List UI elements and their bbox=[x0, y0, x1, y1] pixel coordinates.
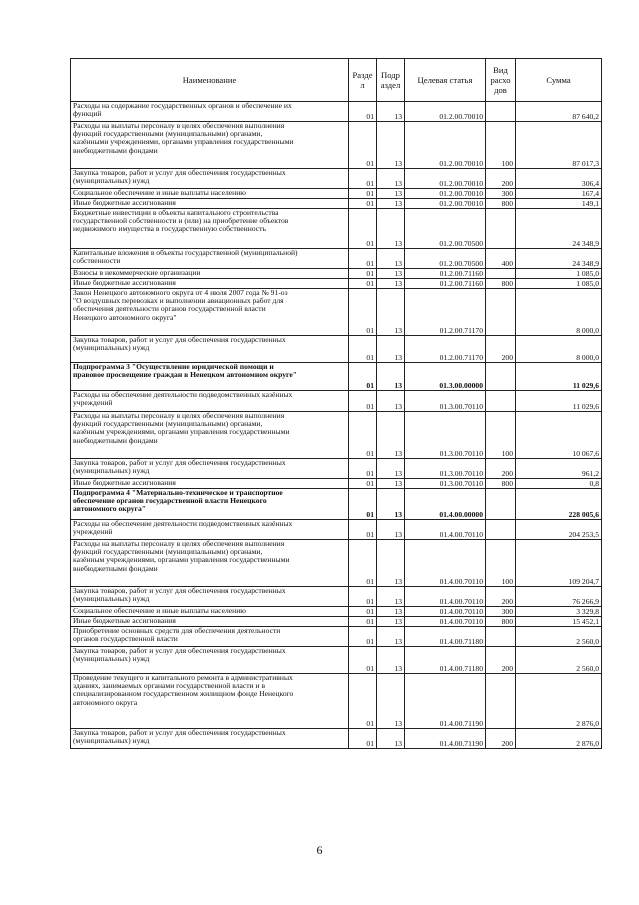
cell-sum: 1 085,0 bbox=[516, 279, 602, 289]
cell-name: Иные бюджетные ассигнования bbox=[71, 617, 349, 627]
cell-target: 01.4.00.71180 bbox=[405, 647, 486, 674]
cell-vid bbox=[486, 489, 516, 520]
cell-razdel: 01 bbox=[349, 459, 377, 479]
cell-sum: 961,2 bbox=[516, 459, 602, 479]
cell-sum: 8 000,0 bbox=[516, 336, 602, 363]
cell-razdel: 01 bbox=[349, 279, 377, 289]
table-row bbox=[71, 249, 602, 269]
cell-target: 01.4.00.70110 bbox=[405, 587, 486, 607]
cell-sum: 1 085,0 bbox=[516, 269, 602, 279]
cell-target: 01.2.00.71170 bbox=[405, 336, 486, 363]
cell-podrazdel: 13 bbox=[377, 729, 405, 749]
cell-name: Иные бюджетные ассигнования bbox=[71, 479, 349, 489]
cell-target: 01.4.00.70110 bbox=[405, 607, 486, 617]
cell-sum: 76 266,9 bbox=[516, 587, 602, 607]
cell-sum: 306,4 bbox=[516, 169, 602, 189]
cell-podrazdel: 13 bbox=[377, 587, 405, 607]
cell-name: Подпрограмма 3 "Осуществление юридической помощи и правовое просвещение граждан в Ненецком автономном округе" bbox=[71, 363, 349, 391]
cell-name: Капитальные вложения в объекты государственной (муниципальной) собственности bbox=[71, 249, 349, 269]
table-row bbox=[71, 674, 602, 729]
cell-target: 01.3.00.00000 bbox=[405, 363, 486, 391]
cell-name: Бюджетные инвестиции в объекты капитального строительства государственной собственности и (или) на приобретение объектов недвижимого имущества в государственную собственность bbox=[71, 209, 349, 249]
cell-razdel: 01 bbox=[349, 289, 377, 336]
cell-podrazdel: 13 bbox=[377, 607, 405, 617]
table-row bbox=[71, 617, 602, 627]
header-vid: Вид расхо дов bbox=[486, 59, 516, 102]
cell-target: 01.3.00.70110 bbox=[405, 412, 486, 459]
cell-target: 01.2.00.70500 bbox=[405, 209, 486, 249]
cell-sum: 3 329,8 bbox=[516, 607, 602, 617]
table-row bbox=[71, 169, 602, 189]
header-name: Наименование bbox=[71, 59, 349, 102]
cell-name: Закупка товаров, работ и услуг для обеспечения государственных (муниципальных) нужд bbox=[71, 169, 349, 189]
cell-target: 01.3.00.70110 bbox=[405, 459, 486, 479]
cell-podrazdel: 13 bbox=[377, 479, 405, 489]
table-body bbox=[71, 102, 602, 749]
cell-vid bbox=[486, 269, 516, 279]
cell-name: Подпрограмма 4 "Материально-техническое и транспортное обеспечение органов государственной власти Ненецкого автономного округа" bbox=[71, 489, 349, 520]
cell-vid bbox=[486, 363, 516, 391]
header-razdel: Разде л bbox=[349, 59, 377, 102]
cell-target: 01.4.00.70110 bbox=[405, 617, 486, 627]
cell-sum: 228 005,6 bbox=[516, 489, 602, 520]
cell-vid bbox=[486, 289, 516, 336]
cell-razdel: 01 bbox=[349, 209, 377, 249]
cell-podrazdel: 13 bbox=[377, 540, 405, 587]
cell-vid: 800 bbox=[486, 199, 516, 209]
cell-podrazdel: 13 bbox=[377, 617, 405, 627]
table-row bbox=[71, 647, 602, 674]
header-target: Целевая статья bbox=[405, 59, 486, 102]
cell-podrazdel: 13 bbox=[377, 269, 405, 279]
cell-target: 01.2.00.71170 bbox=[405, 289, 486, 336]
cell-vid: 800 bbox=[486, 279, 516, 289]
cell-target: 01.2.00.70500 bbox=[405, 249, 486, 269]
cell-name: Социальное обеспечение и иные выплаты населению bbox=[71, 607, 349, 617]
cell-target: 01.3.00.70110 bbox=[405, 479, 486, 489]
cell-razdel: 01 bbox=[349, 336, 377, 363]
cell-vid bbox=[486, 627, 516, 647]
cell-podrazdel: 13 bbox=[377, 209, 405, 249]
cell-razdel: 01 bbox=[349, 199, 377, 209]
cell-razdel: 01 bbox=[349, 627, 377, 647]
cell-podrazdel: 13 bbox=[377, 279, 405, 289]
table-row bbox=[71, 279, 602, 289]
cell-podrazdel: 13 bbox=[377, 647, 405, 674]
cell-razdel: 01 bbox=[349, 122, 377, 169]
cell-target: 01.4.00.70110 bbox=[405, 540, 486, 587]
cell-name: Иные бюджетные ассигнования bbox=[71, 279, 349, 289]
cell-vid: 100 bbox=[486, 540, 516, 587]
cell-name: Закон Ненецкого автономного округа от 4 июля 2007 года № 91-оз "О воздушных перевозках и выполнении авиационных работ для обеспечения деятельности органов государственной власти Ненецкого автономного округа" bbox=[71, 289, 349, 336]
cell-name: Расходы на выплаты персоналу в целях обеспечения выполнения функций государственными (муниципальными) органами, казённым учреждениями, органами управления государственными внебюджетными фондами bbox=[71, 412, 349, 459]
cell-razdel: 01 bbox=[349, 617, 377, 627]
cell-podrazdel: 13 bbox=[377, 391, 405, 412]
cell-razdel: 01 bbox=[349, 249, 377, 269]
cell-name: Закупка товаров, работ и услуг для обеспечения государственных (муниципальных) нужд bbox=[71, 587, 349, 607]
table-row bbox=[71, 607, 602, 617]
cell-sum: 8 000,0 bbox=[516, 289, 602, 336]
table-row bbox=[71, 336, 602, 363]
cell-sum: 87 640,2 bbox=[516, 102, 602, 122]
cell-razdel: 01 bbox=[349, 269, 377, 279]
table-row bbox=[71, 289, 602, 336]
cell-razdel: 01 bbox=[349, 520, 377, 540]
cell-name: Социальное обеспечение и иные выплаты населению bbox=[71, 189, 349, 199]
table-row bbox=[71, 363, 602, 391]
cell-target: 01.2.00.71160 bbox=[405, 269, 486, 279]
cell-razdel: 01 bbox=[349, 674, 377, 729]
cell-sum: 11 029,6 bbox=[516, 391, 602, 412]
cell-target: 01.4.00.71180 bbox=[405, 627, 486, 647]
table-row bbox=[71, 269, 602, 279]
cell-name: Приобретение основных средств для обеспечения деятельности органов государственной власти bbox=[71, 627, 349, 647]
cell-target: 01.4.00.71190 bbox=[405, 729, 486, 749]
cell-vid: 200 bbox=[486, 647, 516, 674]
cell-razdel: 01 bbox=[349, 540, 377, 587]
cell-razdel: 01 bbox=[349, 729, 377, 749]
cell-vid: 300 bbox=[486, 607, 516, 617]
cell-target: 01.3.00.70110 bbox=[405, 391, 486, 412]
cell-sum: 87 017,3 bbox=[516, 122, 602, 169]
cell-razdel: 01 bbox=[349, 479, 377, 489]
table-row bbox=[71, 627, 602, 647]
cell-name: Расходы на выплаты персоналу в целях обеспечения выполнения функций государственными (муниципальными) органами, казёнными учреждениями, органами управления государственными внебюджетными фондами bbox=[71, 122, 349, 169]
cell-vid: 800 bbox=[486, 617, 516, 627]
cell-vid bbox=[486, 520, 516, 540]
cell-sum: 24 348,9 bbox=[516, 249, 602, 269]
cell-name: Закупка товаров, работ и услуг для обеспечения государственных (муниципальных) нужд bbox=[71, 729, 349, 749]
cell-sum: 149,1 bbox=[516, 199, 602, 209]
cell-podrazdel: 13 bbox=[377, 189, 405, 199]
cell-target: 01.4.00.70110 bbox=[405, 520, 486, 540]
cell-razdel: 01 bbox=[349, 363, 377, 391]
cell-vid: 200 bbox=[486, 169, 516, 189]
cell-name: Расходы на выплаты персоналу в целях обеспечения выполнения функций государственными (муниципальными) органами, казённым учреждениями, органами управления государственными внебюджетными фондами bbox=[71, 540, 349, 587]
cell-vid bbox=[486, 391, 516, 412]
cell-sum: 24 348,9 bbox=[516, 209, 602, 249]
cell-target: 01.2.00.70010 bbox=[405, 199, 486, 209]
cell-razdel: 01 bbox=[349, 391, 377, 412]
cell-podrazdel: 13 bbox=[377, 169, 405, 189]
cell-vid: 200 bbox=[486, 459, 516, 479]
cell-sum: 2 560,0 bbox=[516, 647, 602, 674]
cell-podrazdel: 13 bbox=[377, 363, 405, 391]
table-header-row bbox=[71, 59, 602, 102]
table-row bbox=[71, 729, 602, 749]
header-sum: Сумма bbox=[516, 59, 602, 102]
cell-razdel: 01 bbox=[349, 102, 377, 122]
table-row bbox=[71, 199, 602, 209]
table-row bbox=[71, 540, 602, 587]
cell-vid: 300 bbox=[486, 189, 516, 199]
cell-target: 01.2.00.70010 bbox=[405, 189, 486, 199]
cell-podrazdel: 13 bbox=[377, 627, 405, 647]
cell-vid: 200 bbox=[486, 336, 516, 363]
cell-name: Взносы в некоммерческие организации bbox=[71, 269, 349, 279]
cell-podrazdel: 13 bbox=[377, 489, 405, 520]
cell-podrazdel: 13 bbox=[377, 520, 405, 540]
cell-razdel: 01 bbox=[349, 647, 377, 674]
table-row bbox=[71, 189, 602, 199]
cell-sum: 204 253,5 bbox=[516, 520, 602, 540]
cell-razdel: 01 bbox=[349, 489, 377, 520]
table-row bbox=[71, 412, 602, 459]
cell-podrazdel: 13 bbox=[377, 122, 405, 169]
cell-sum: 10 067,6 bbox=[516, 412, 602, 459]
cell-vid: 200 bbox=[486, 587, 516, 607]
cell-target: 01.2.00.70010 bbox=[405, 169, 486, 189]
cell-vid: 100 bbox=[486, 122, 516, 169]
table-row bbox=[71, 520, 602, 540]
cell-sum: 11 029,6 bbox=[516, 363, 602, 391]
cell-razdel: 01 bbox=[349, 189, 377, 199]
cell-name: Закупка товаров, работ и услуг для обеспечения государственных (муниципальных) нужд bbox=[71, 336, 349, 363]
cell-vid: 400 bbox=[486, 249, 516, 269]
cell-razdel: 01 bbox=[349, 412, 377, 459]
cell-target: 01.2.00.70010 bbox=[405, 102, 486, 122]
cell-podrazdel: 13 bbox=[377, 459, 405, 479]
cell-name: Иные бюджетные ассигнования bbox=[71, 199, 349, 209]
cell-razdel: 01 bbox=[349, 169, 377, 189]
table-row bbox=[71, 209, 602, 249]
table-row bbox=[71, 489, 602, 520]
header-podrazdel: Подр аздел bbox=[377, 59, 405, 102]
budget-table bbox=[70, 58, 602, 749]
table-row bbox=[71, 479, 602, 489]
cell-sum: 109 204,7 bbox=[516, 540, 602, 587]
cell-podrazdel: 13 bbox=[377, 199, 405, 209]
cell-podrazdel: 13 bbox=[377, 336, 405, 363]
page-number: 6 bbox=[316, 843, 323, 857]
cell-sum: 2 560,0 bbox=[516, 627, 602, 647]
cell-vid bbox=[486, 674, 516, 729]
cell-razdel: 01 bbox=[349, 607, 377, 617]
cell-vid: 100 bbox=[486, 412, 516, 459]
cell-sum: 0,8 bbox=[516, 479, 602, 489]
cell-podrazdel: 13 bbox=[377, 674, 405, 729]
cell-sum: 15 452,1 bbox=[516, 617, 602, 627]
cell-target: 01.4.00.00000 bbox=[405, 489, 486, 520]
table-row bbox=[71, 102, 602, 122]
cell-name: Расходы на обеспечение деятельности подведомственных казённых учреждений bbox=[71, 391, 349, 412]
cell-name: Расходы на содержание государственных органов и обеспечение их функций bbox=[71, 102, 349, 122]
cell-vid bbox=[486, 102, 516, 122]
cell-name: Расходы на обеспечение деятельности подведомственных казённых учреждений bbox=[71, 520, 349, 540]
table-row bbox=[71, 587, 602, 607]
cell-podrazdel: 13 bbox=[377, 249, 405, 269]
cell-target: 01.2.00.71160 bbox=[405, 279, 486, 289]
cell-podrazdel: 13 bbox=[377, 102, 405, 122]
cell-name: Проведение текущего и капитального ремонта в административных зданиях, занимаемых органами государственной власти и в специализированном государственном жилищном фонде Ненецкого автономного округа bbox=[71, 674, 349, 729]
cell-vid: 800 bbox=[486, 479, 516, 489]
cell-razdel: 01 bbox=[349, 587, 377, 607]
cell-target: 01.4.00.71190 bbox=[405, 674, 486, 729]
cell-vid: 200 bbox=[486, 729, 516, 749]
cell-sum: 2 876,0 bbox=[516, 729, 602, 749]
cell-sum: 2 876,0 bbox=[516, 674, 602, 729]
cell-sum: 167,4 bbox=[516, 189, 602, 199]
cell-name: Закупка товаров, работ и услуг для обеспечения государственных (муниципальных) нужд bbox=[71, 647, 349, 674]
cell-podrazdel: 13 bbox=[377, 412, 405, 459]
table-row bbox=[71, 459, 602, 479]
cell-target: 01.2.00.70010 bbox=[405, 122, 486, 169]
cell-name: Закупка товаров, работ и услуг для обеспечения государственных (муниципальных) нужд bbox=[71, 459, 349, 479]
table-row bbox=[71, 122, 602, 169]
cell-vid bbox=[486, 209, 516, 249]
cell-podrazdel: 13 bbox=[377, 289, 405, 336]
table-row bbox=[71, 391, 602, 412]
